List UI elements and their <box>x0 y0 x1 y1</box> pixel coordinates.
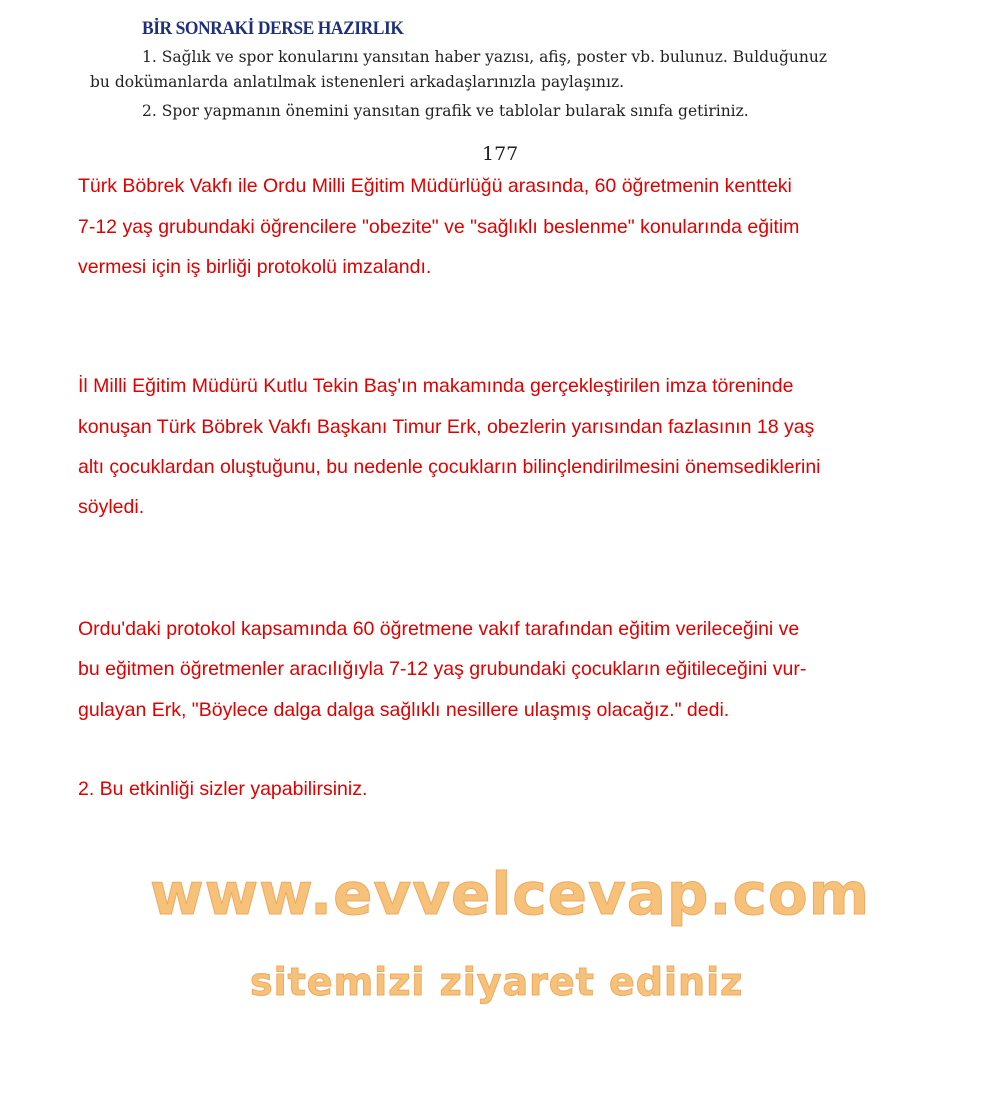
section-title: BİR SONRAKİ DERSE HAZIRLIK <box>142 18 404 39</box>
question-1-line-2: bu dokümanlarda anlatılmak istenenleri arkadaşlarınızla paylaşınız. <box>90 73 625 91</box>
watermark-site: www.evvelcevap.com <box>150 860 871 928</box>
answer-p3-line: gulayan Erk, "Böylece dalga dalga sağlıklı nesillere ulaşmış olacağız." dedi. <box>78 699 730 721</box>
question-1-line-1: 1. Sağlık ve spor konularını yansıtan haber yazısı, afiş, poster vb. bulunuz. Bulduğunuz <box>142 48 828 66</box>
page-number: 177 <box>482 143 519 165</box>
question-2: 2. Spor yapmanın önemini yansıtan grafik ve tablolar bularak sınıfa getiriniz. <box>142 102 749 120</box>
answer-p1-line: vermesi için iş birliği protokolü imzalandı. <box>78 256 432 278</box>
answer-p1-line: 7-12 yaş grubundaki öğrencilere "obezite" ve "sağlıklı beslenme" konularında eğitim <box>78 216 800 238</box>
answer-p1-line: Türk Böbrek Vakfı ile Ordu Milli Eğitim Müdürlüğü arasında, 60 öğretmenin kentteki <box>78 175 792 197</box>
answer-p2-line: altı çocuklardan oluştuğunu, bu nedenle çocukların bilinçlendirilmesini önemsediklerini <box>78 456 821 478</box>
answer-p3-line: bu eğitmen öğretmenler aracılığıyla 7-12 yaş grubundaki çocukların eğitileceğini vur- <box>78 658 807 680</box>
answer-p2-line: İl Milli Eğitim Müdürü Kutlu Tekin Baş'ın makamında gerçekleştirilen imza töreninde <box>78 375 794 397</box>
answer-p2-line: söyledi. <box>78 496 145 518</box>
answer-p4: 2. Bu etkinliği sizler yapabilirsiniz. <box>78 778 368 800</box>
answer-p3-line: Ordu'daki protokol kapsamında 60 öğretmene vakıf tarafından eğitim verileceğini ve <box>78 618 800 640</box>
answer-p2-line: konuşan Türk Böbrek Vakfı Başkanı Timur Erk, obezlerin yarısından fazlasının 18 yaş <box>78 416 815 438</box>
watermark-slogan: sitemizi ziyaret ediniz <box>250 960 744 1004</box>
